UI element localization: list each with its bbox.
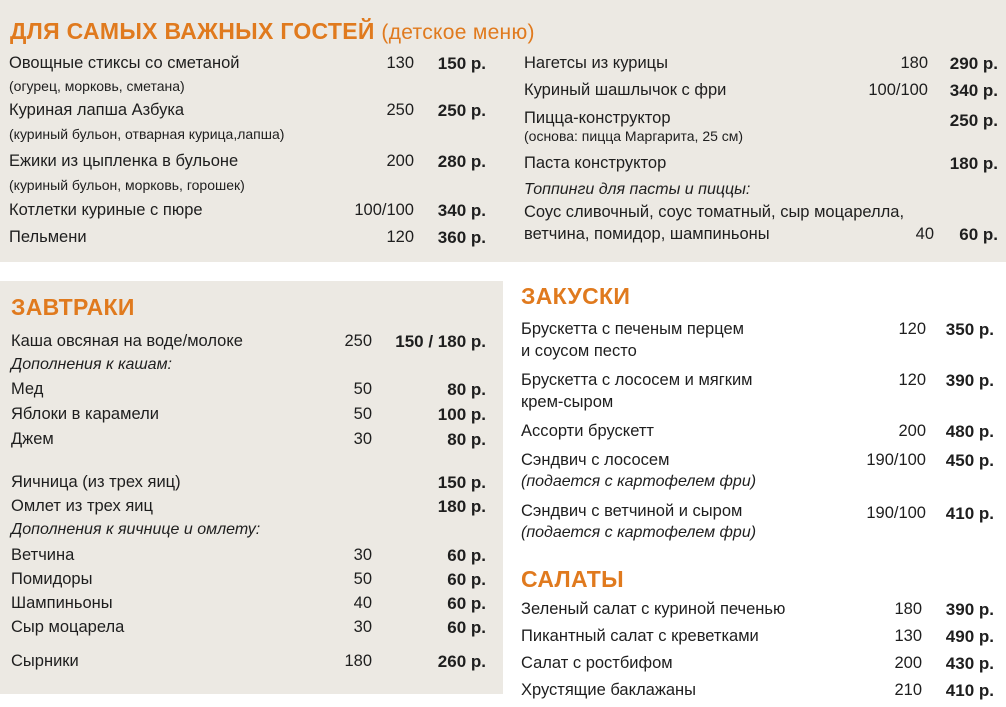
menu-item-name: Яичница (из трех яиц) [11,473,181,491]
menu-item-price: 410 р. [945,504,994,523]
menu-item-name: Сэндвич с лососем [521,451,670,469]
toppings-list: ветчина, помидор, шампиньоны [524,225,770,243]
menu-item-name: Ассорти брускетт [521,422,654,440]
menu-item-price: 150 р. [437,54,486,73]
menu-item-note: (подается с картофелем фри) [521,524,757,541]
menu-item-name: Сырники [11,652,79,670]
menu-item-name-continued: и соусом песто [521,342,637,360]
menu-item-weight: 200 [894,654,922,672]
menu-item-weight: 200 [898,422,926,440]
menu-item-weight: 130 [894,627,922,645]
menu-item-name: Пикантный салат с креветками [521,627,759,645]
salads-title: САЛАТЫ [521,566,624,592]
menu-item-weight: 120 [386,228,414,246]
menu-item-name: Джем [11,430,54,448]
snacks-title: ЗАКУСКИ [521,283,631,309]
menu-item-weight: 250 [386,101,414,119]
menu-item-name: Паста конструктор [524,154,667,172]
menu-item-weight: 40 [353,594,372,612]
menu-item-price: 280 р. [437,152,486,171]
menu-item-weight: 180 [344,652,372,670]
menu-item-price: 250 р. [949,111,998,130]
menu-item-name: Куриный шашлычок с фри [524,81,727,99]
menu-item-weight: 50 [353,405,372,423]
menu-item-note: (подается с картофелем фри) [521,473,757,490]
menu-item-description: (куриный бульон, морковь, горошек) [9,177,245,193]
menu-item-name-continued: крем-сыром [521,393,614,411]
menu-item-weight: 190/100 [866,451,926,469]
menu-item-price: 60 р. [447,618,486,637]
menu-item-name: Ежики из цыпленка в бульоне [9,152,239,170]
menu-item-weight: 180 [900,54,928,72]
menu-item-name: Сэндвич с ветчиной и сыром [521,502,743,520]
menu-item-price: 60 р. [447,546,486,565]
menu-item-name: Нагетсы из курицы [524,54,668,72]
menu-item-price: 450 р. [945,451,994,470]
menu-item-price: 260 р. [437,652,486,671]
menu-item-price: 490 р. [945,627,994,646]
menu-item-price: 80 р. [447,380,486,399]
menu-item-price: 390 р. [945,600,994,619]
menu-item-price: 180 р. [949,154,998,173]
menu-item-weight: 130 [386,54,414,72]
menu-item-weight: 40 [915,225,934,243]
menu-item-name: Хрустящие баклажаны [521,681,696,699]
menu-item-price: 340 р. [949,81,998,100]
menu-item-weight: 120 [898,320,926,338]
menu-item-price: 60 р. [447,594,486,613]
menu-item-name: Яблоки в карамели [11,405,159,423]
menu-item-name: Мед [11,380,44,398]
menu-item-price: 430 р. [945,654,994,673]
menu-item-name: Омлет из трех яиц [11,497,153,515]
menu-item-price: 180 р. [437,497,486,516]
menu-item-description: (куриный бульон, отварная курица,лапша) [9,126,285,142]
menu-item-weight: 30 [353,546,372,564]
menu-item-weight: 200 [386,152,414,170]
menu-item-name: Брускетта с лососем и мягким [521,371,753,389]
menu-item-weight: 30 [353,618,372,636]
menu-item-weight: 30 [353,430,372,448]
menu-item-price: 60 р. [959,225,998,244]
menu-item-name: Овощные стиксы со сметаной [9,54,240,72]
menu-item-name: Зеленый салат с куриной печенью [521,600,786,618]
menu-item-name: Шампиньоны [11,594,113,612]
menu-item-name: Пельмени [9,228,87,246]
menu-item-name: Котлетки куриные с пюре [9,201,203,219]
menu-item-price: 350 р. [945,320,994,339]
menu-item-name: Помидоры [11,570,93,588]
breakfast-title: ЗАВТРАКИ [11,294,135,320]
menu-item-price: 360 р. [437,228,486,247]
menu-item-price: 150 р. [437,473,486,492]
menu-item-description: (основа: пицца Маргарита, 25 см) [524,128,744,144]
menu-item-name: Пицца-конструктор [524,109,671,127]
addons-heading: Дополнения к кашам: [11,356,172,373]
menu-item-weight: 250 [344,332,372,350]
menu-item-name: Сыр моцарела [11,618,125,636]
menu-item-weight: 190/100 [866,504,926,522]
menu-item-price: 250 р. [437,101,486,120]
menu-item-name: Куриная лапша Азбука [9,101,185,119]
menu-item-price: 150 / 180 р. [395,332,486,351]
kids-menu-title: ДЛЯ САМЫХ ВАЖНЫХ ГОСТЕЙ (детское меню) [10,18,535,44]
menu-item-description: (огурец, морковь, сметана) [9,78,185,94]
toppings-list: Соус сливочный, соус томатный, сыр моцарелла, [524,203,905,221]
menu-item-weight: 210 [894,681,922,699]
menu-item-name: Брускетта с печеным перцем [521,320,744,338]
menu-item-weight: 100/100 [868,81,928,99]
menu-item-price: 60 р. [447,570,486,589]
menu-item-weight: 120 [898,371,926,389]
menu-item-price: 290 р. [949,54,998,73]
menu-item-weight: 100/100 [354,201,414,219]
menu-item-weight: 50 [353,380,372,398]
toppings-heading: Топпинги для пасты и пиццы: [524,181,751,198]
menu-item-price: 410 р. [945,681,994,700]
menu-item-name: Салат с ростбифом [521,654,673,672]
menu-item-weight: 180 [894,600,922,618]
kids-menu-subtitle: (детское меню) [381,21,535,44]
menu-item-price: 390 р. [945,371,994,390]
menu-item-weight: 50 [353,570,372,588]
menu-item-price: 480 р. [945,422,994,441]
menu-item-name: Каша овсяная на воде/молоке [11,332,243,350]
menu-item-price: 340 р. [437,201,486,220]
menu-item-price: 100 р. [437,405,486,424]
menu-item-name: Ветчина [11,546,75,564]
menu-item-price: 80 р. [447,430,486,449]
addons-heading: Дополнения к яичнице и омлету: [11,521,261,538]
